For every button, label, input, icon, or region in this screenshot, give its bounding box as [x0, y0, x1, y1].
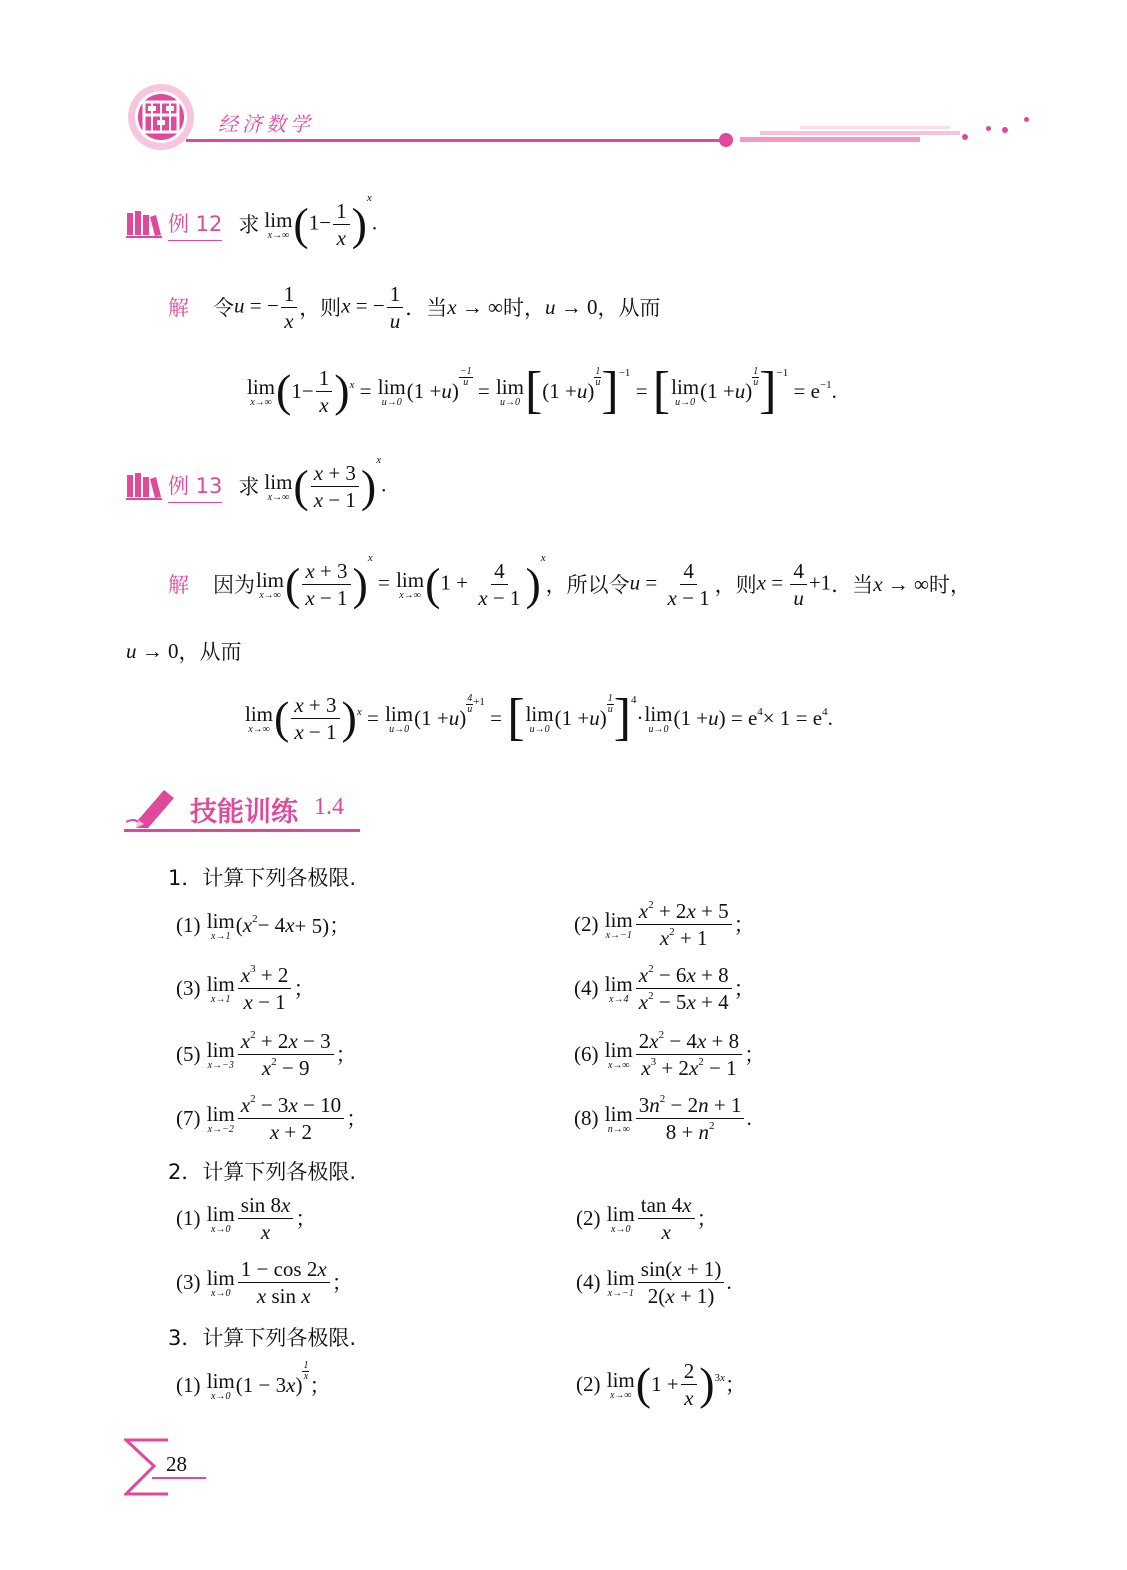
sol-text: ，则	[299, 296, 342, 320]
header-dot-small	[1002, 127, 1008, 133]
sol-text: 时，	[929, 573, 971, 597]
section-underline	[124, 829, 360, 832]
exercise-2-2: (2) lim x→0 $\frac{\tan 4x}{x}$ ；	[576, 1192, 718, 1244]
sol-text: ．当	[405, 296, 448, 320]
pencil-icon	[124, 784, 186, 828]
solution-label: 解	[168, 573, 189, 597]
sol-text: 令	[213, 296, 234, 320]
example-13-solution-line1	[168, 552, 971, 616]
sol-math: lim x→∞ ( $\frac{x + 3}{x - 1}$ )$^x$ = lim x→∞ (1 + $\frac{4}{x - 1}$ )$^x$	[256, 551, 546, 610]
header-dot-small	[1024, 117, 1029, 122]
example-12-derivation: lim x→∞ ( 1− $\frac{1}{x}$ ) x = lim u→0 (1 + u ) −1 u = lim u→0 [ (1 + u ) 1 u ] −1 = [ lim u→0 (1 + u ) 1 u ] −1 = e −1 .	[247, 362, 837, 419]
exercise-3-1: (1) lim x→0 (1 − 3 x ) 1 x ；	[176, 1359, 331, 1402]
sol-math: x = − $\frac{1}{u}$	[341, 281, 405, 334]
solution-label: 解	[168, 296, 189, 320]
sol-math: x → ∞	[447, 294, 504, 319]
example-prompt: 求	[238, 213, 260, 237]
header-streak-2	[760, 131, 960, 135]
sol-text: ．当	[831, 573, 874, 597]
exercise-1-1: (1) lim x→1 ( x 2 − 4 x + 5)；	[176, 908, 351, 942]
exercise-1-8: (8) lim n→∞ $\frac{3n^2 - 2n + 1}{8 + n^2}$ .	[574, 1092, 752, 1144]
example-13-derivation: lim x→∞ ( $\frac{x + 3}{x - 1}$ ) x = lim u→0 (1 + u ) 4 u +1 = [ lim u→0 (1 + u ) 1 u ] 4 · lim u→0 (1 + u ) = e 4 × 1 = e 4 .	[245, 689, 833, 746]
section-number: 1.4	[314, 794, 344, 820]
exercise-1-5: (5) lim x→−3 $\frac{x^2 + 2x - 3}{x^2 - 9}$ ；	[176, 1028, 357, 1080]
sol-math: x = $\frac{4}{u}$ +1	[756, 558, 832, 610]
sol-math: x → ∞	[873, 571, 929, 596]
exercise-1-6: (6) lim x→∞ $\frac{2x^2 - 4x + 8}{x^3 + 2x^2 - 1}$ ；	[574, 1028, 766, 1080]
sol-math: u → 0	[545, 294, 598, 319]
header-streak-1	[740, 137, 920, 142]
section-title: 技能训练	[190, 797, 298, 828]
example-12-solution-line1	[168, 280, 661, 334]
book-title: 经济数学	[218, 112, 314, 136]
exercise-heading: 2．计算下列各极限.	[168, 1160, 357, 1184]
exercise-2-3: (3) lim x→0 $\frac{1 - \cos 2x}{\text{x sin x}}$ ；	[176, 1256, 353, 1308]
sol-math: u → 0	[126, 638, 179, 663]
exercise-1-4: (4) lim x→4 $\frac{x^2 - 6x + 8}{x^2 - 5x + 4}$ ；	[574, 962, 755, 1014]
header-dot	[719, 133, 733, 147]
example-13-heading	[126, 453, 387, 516]
exercise-2-4: (4) lim x→−1 $\frac{\sin(x + 1)}{2(x + 1)}$ .	[576, 1256, 732, 1308]
exercise-2-1: (1) lim x→0 $\frac{\sin 8x}{x}$ ；	[176, 1192, 317, 1244]
exercise-1-3: (3) lim x→1 $\frac{x^3 + 2}{x - 1}$ ；	[176, 962, 315, 1014]
header-dot-small	[986, 126, 991, 131]
exercise-3-2: (2) lim x→∞ ( 1 + $\frac{2}{x}$ ) 3x ；	[576, 1358, 746, 1410]
header-streak-3	[800, 126, 950, 129]
sol-text: ，从而	[178, 640, 242, 664]
books-icon	[126, 471, 162, 501]
sol-text: 因为	[213, 573, 255, 597]
sol-text: ，从而	[597, 296, 661, 320]
example-12-expression: lim x→∞ (1− $\frac{1}{x}$ )$^x$.	[264, 191, 378, 250]
sol-text: ，所以令	[545, 573, 630, 597]
example-prompt: 求	[238, 475, 260, 499]
example-12-heading	[126, 191, 378, 250]
books-icon	[126, 209, 162, 239]
page-number: 28	[166, 1452, 187, 1476]
header-dot-small	[962, 134, 968, 140]
example-label: 例 13	[168, 470, 222, 503]
sol-text: 时，	[503, 296, 546, 320]
section-heading	[124, 784, 364, 836]
example-13-solution-line2	[126, 636, 242, 666]
exercise-heading: 1．计算下列各极限.	[168, 866, 357, 890]
sol-math: u = − $\frac{1}{x}$	[234, 281, 299, 334]
exercise-1-2: (2) lim x→−1 $\frac{x^2 + 2x + 5}{x^2 + 1}$ ；	[574, 898, 755, 950]
header-rule	[186, 139, 726, 142]
example-label: 例 12	[168, 208, 222, 241]
sol-math: u = $\frac{4}{x - 1}$	[629, 558, 710, 610]
example-13-expression: lim x→∞ ( $\frac{x + 3}{x - 1}$ )$^x$.	[264, 453, 387, 512]
sol-text: ，则	[714, 573, 757, 597]
exercise-heading: 3．计算下列各极限.	[168, 1326, 357, 1350]
exercise-1-7: (7) lim x→−2 $\frac{x^2 - 3x - 10}{x + 2}$ ；	[176, 1092, 368, 1144]
